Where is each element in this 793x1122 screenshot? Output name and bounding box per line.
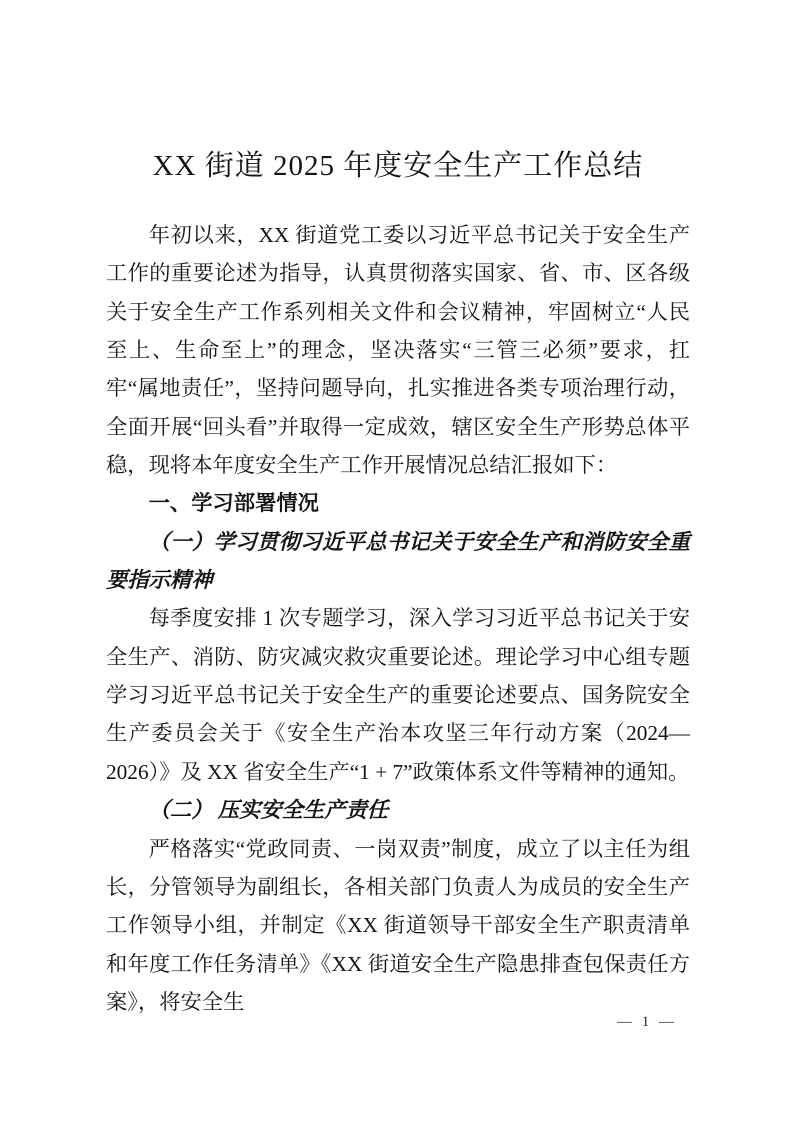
section-heading-study-deployment: 一、学习部署情况 [148,491,319,516]
subsection-heading-responsibility: （二） 压实安全生产责任 [148,798,389,823]
document-title: XX 街道 2025 年度安全生产工作总结 [152,150,644,182]
subsection-heading-study-spirit: （一）学习贯彻习近平总书记关于安全生产和消防安全重要指示精神 [106,529,690,593]
paragraph-responsibility-system: 严格落实“党政同责、一岗双责”制度，成立了以主任为组长，分管领导为副组长，各相关部门负责人为成员的安全生产工作领导小组，并制定《XX 街道领导干部安全生产职责清单和年度工作任务清单》《XX 街道安全生产隐患排查包保责任方案》，将安全生 [106,836,690,1014]
paragraph-intro: 年初以来，XX 街道党工委以习近平总书记关于安全生产工作的重要论述为指导，认真贯彻落实国家、省、市、区各级关于安全生产工作系列相关文件和会议精神，牢固树立“人民至上、生命至上”的理念，坚决落实“三管三必须”要求，扛牢“属地责任”，坚持问题导向，扎实推进各类专项治理行动，全面开展“回头看”并取得一定成效，辖区安全生产形势总体平稳，现将本年度安全生产工作开展情况总结汇报如下： [106,223,690,478]
document-content [106,140,690,1021]
paragraph-quarterly-study: 每季度安排 1 次专题学习，深入学习习近平总书记关于安全生产、消防、防灾减灾救灾重要论述。理论学习中心组专题学习习近平总书记关于安全生产的重要论述要点、国务院安全生产委员会关于《安全生产治本攻坚三年行动方案（2024—2026）》及 XX 省安全生产“1 + 7”政策体系文件等精神的通知。 [106,606,690,784]
page-number: — 1 — [617,1014,677,1030]
